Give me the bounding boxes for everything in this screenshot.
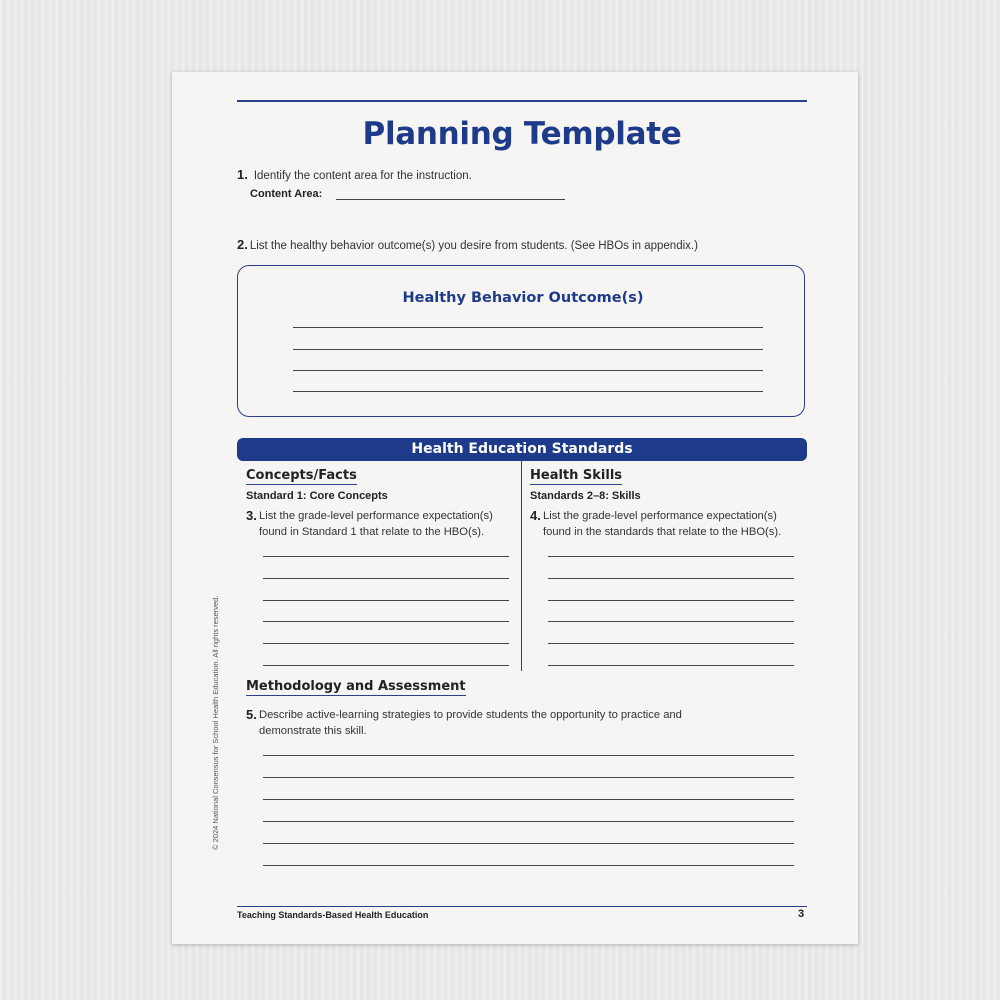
q5-answer-line[interactable] [263,777,794,778]
question-4 [530,509,820,543]
question-text: List the healthy behavior outcome(s) you desire from students. (See HBOs in appendix.) [249,240,698,252]
q3-answer-line[interactable] [263,665,509,666]
question-number: 1. [237,167,248,182]
question-text-line: found in the standards that relate to the HBO(s). [543,525,782,538]
hbo-answer-line[interactable] [293,391,763,392]
hbo-answer-line[interactable] [293,327,763,328]
question-3 [246,509,526,543]
content-area-label: Content Area: [250,188,323,200]
hbo-answer-line[interactable] [293,349,763,350]
page-title: Planning Template [362,116,682,152]
question-text-line: List the grade-level performance expectation(s) [543,510,777,522]
standards-banner: Health Education Standards [237,438,807,461]
question-text [259,708,682,739]
top-rule [237,100,807,102]
hbo-answer-line[interactable] [293,370,763,371]
question-1 [237,166,472,184]
content-area-field[interactable] [336,199,565,200]
question-text [259,509,493,540]
question-2 [237,236,698,254]
question-number: 3. [246,508,257,523]
question-text-line: demonstrate this skill. [259,724,367,737]
q4-answer-line[interactable] [548,600,794,601]
q4-answer-line[interactable] [548,665,794,666]
worksheet-page [172,72,858,944]
copyright-notice: © 2024 National Consensus for School Health Education. All rights reserved. [211,595,220,850]
q4-answer-line[interactable] [548,578,794,579]
question-text [543,509,781,540]
standards-2-8-subheading: Standards 2–8: Skills [530,490,641,502]
question-5 [246,708,806,742]
skills-heading: Health Skills [530,468,623,483]
question-text: Identify the content area for the instruction. [253,170,472,182]
question-text-line: List the grade-level performance expectation(s) [259,510,493,522]
q5-answer-line[interactable] [263,755,794,756]
q5-answer-line[interactable] [263,799,794,800]
hbo-box [237,265,805,417]
footer-rule [237,906,807,907]
question-number: 2. [237,237,248,252]
q4-answer-line[interactable] [548,621,794,622]
q3-answer-line[interactable] [263,556,509,557]
q3-answer-line[interactable] [263,621,509,622]
q3-answer-line[interactable] [263,600,509,601]
column-divider [521,461,522,671]
footer-title: Teaching Standards-Based Health Education [237,910,429,920]
q4-answer-line[interactable] [548,556,794,557]
question-text-line: Describe active-learning strategies to provide students the opportunity to practice and [259,709,682,721]
q3-answer-line[interactable] [263,578,509,579]
q4-answer-line[interactable] [548,643,794,644]
question-text-line: found in Standard 1 that relate to the HBO(s). [259,525,485,538]
question-number: 4. [530,508,541,523]
q5-answer-line[interactable] [263,843,794,844]
q5-answer-line[interactable] [263,821,794,822]
hbo-box-title: Healthy Behavior Outcome(s) [402,290,644,306]
q5-answer-line[interactable] [263,865,794,866]
concepts-heading: Concepts/Facts [246,468,357,483]
methodology-heading: Methodology and Assessment [246,679,466,694]
question-number: 5. [246,707,257,722]
page-number: 3 [798,908,805,920]
standard-1-subheading: Standard 1: Core Concepts [246,490,388,502]
q3-answer-line[interactable] [263,643,509,644]
